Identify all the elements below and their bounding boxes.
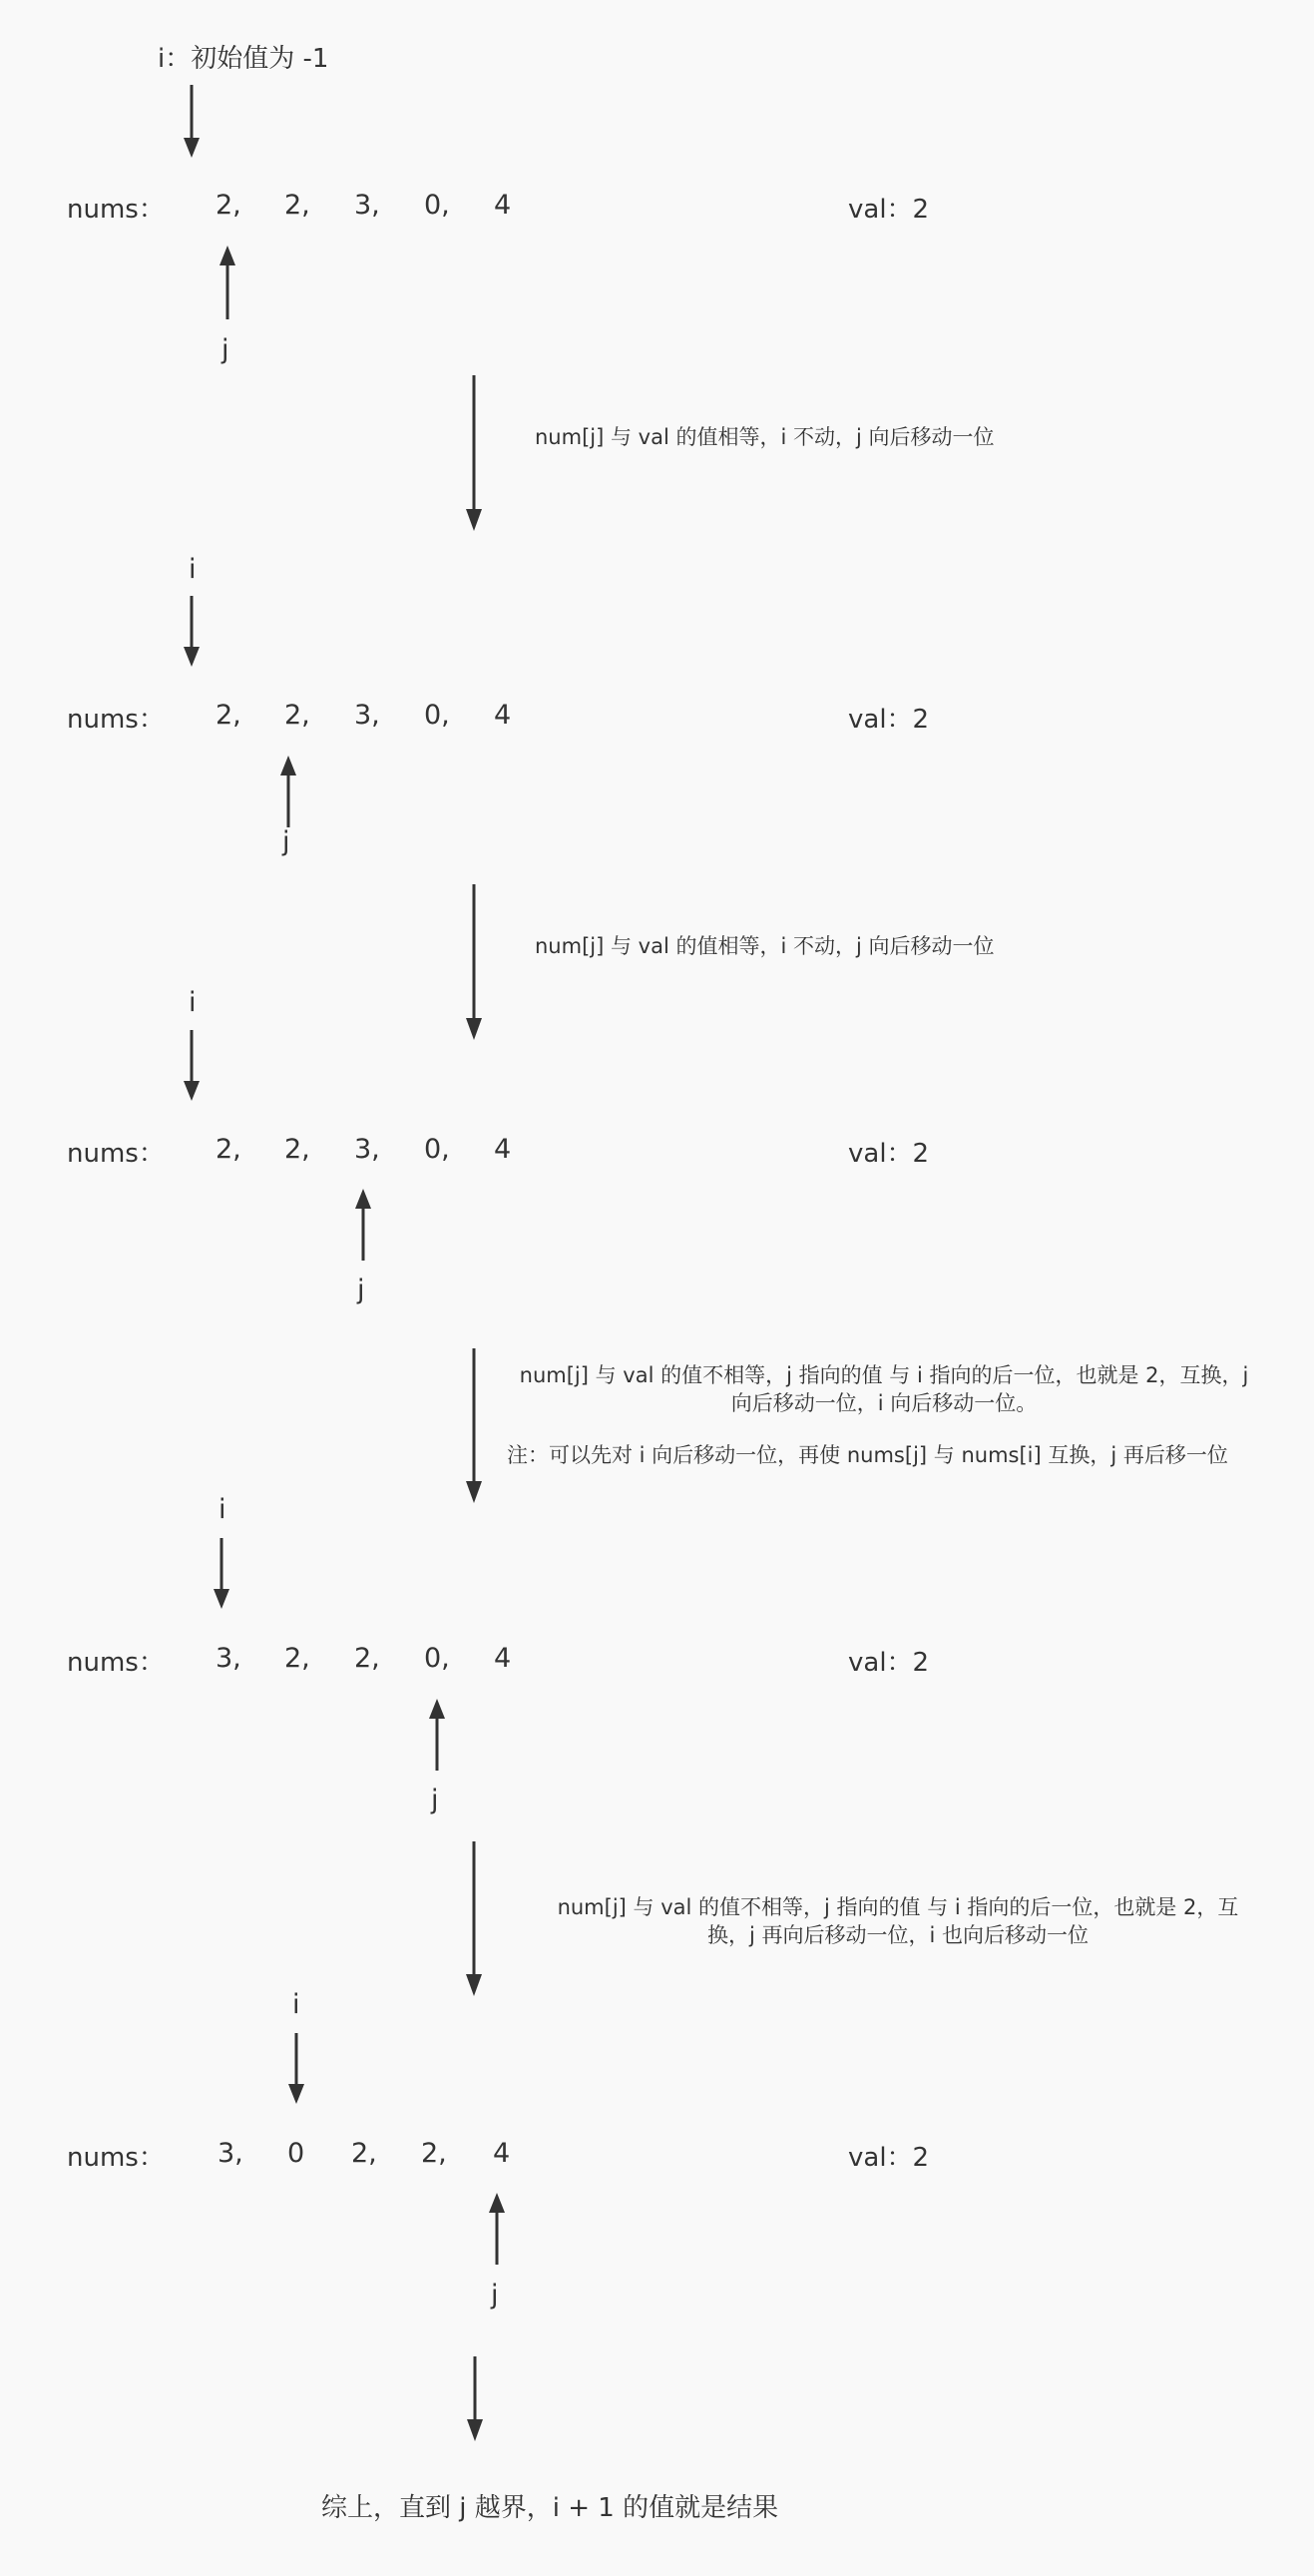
i-pointer-label: i	[292, 1989, 300, 2020]
array-value: 3,	[218, 2138, 243, 2169]
array-value: 4	[494, 1643, 512, 1674]
array-value: 2,	[284, 190, 310, 221]
array-value: 2,	[351, 2138, 377, 2169]
step-note-line: num[j] 与 val 的值不相等，j 指向的值 与 i 指向的后一位，也就是 2，互换，j	[519, 1363, 1249, 1387]
array-value: 3,	[354, 190, 380, 221]
nums-label: nums：	[67, 1139, 165, 1169]
array-value: 2,	[216, 1134, 241, 1165]
i-pointer-arrow-2-head	[184, 647, 200, 667]
step-arrow-1-head	[466, 509, 482, 531]
step-note: num[j] 与 val 的值相等，i 不动，j 向后移动一位	[535, 934, 995, 958]
array-value: 0,	[424, 700, 450, 731]
j-pointer-label: j	[282, 826, 290, 857]
array-value: 3,	[354, 1134, 380, 1165]
array-value: 3,	[354, 700, 380, 731]
array-value: 4	[494, 190, 512, 221]
array-value: 2,	[421, 2138, 447, 2169]
array-value: 2,	[284, 1134, 310, 1165]
array-value: 3,	[216, 1643, 241, 1674]
step-note-line: 换，j 再向后移动一位，i 也向后移动一位	[706, 1923, 1090, 1947]
nums-label: nums：	[67, 195, 165, 225]
val-label: val：2	[848, 195, 930, 225]
j-pointer-arrow-2-head	[280, 756, 296, 775]
array-value: 4	[493, 2138, 511, 2169]
j-pointer-label: j	[357, 1275, 365, 1305]
array-value: 0,	[424, 1643, 450, 1674]
i-pointer-label: i	[189, 987, 197, 1018]
step-note-block	[529, 1893, 1267, 1949]
step-arrow-3-head	[466, 1481, 482, 1503]
array-value: 0,	[424, 190, 450, 221]
array-value: 0	[287, 2138, 305, 2169]
step-note: num[j] 与 val 的值相等，i 不动，j 向后移动一位	[535, 425, 995, 449]
i-pointer-arrow-4-head	[214, 1589, 229, 1609]
array-value: 2,	[354, 1643, 380, 1674]
array-value: 0,	[424, 1134, 450, 1165]
array-value: 2,	[284, 700, 310, 731]
array-value: 4	[494, 700, 512, 731]
nums-label: nums：	[67, 1648, 165, 1678]
nums-label: nums：	[67, 705, 165, 735]
j-pointer-label: j	[491, 2280, 499, 2311]
nums-label: nums：	[67, 2143, 165, 2173]
j-pointer-arrow-3-head	[355, 1189, 371, 1209]
j-pointer-label: j	[221, 334, 229, 365]
j-pointer-arrow-1-head	[219, 246, 235, 265]
step-arrow-5-head	[467, 2419, 483, 2441]
step-note-block	[495, 1361, 1273, 1417]
step-arrow-4-head	[466, 1974, 482, 1996]
conclusion-text: 综上，直到 j 越界，i + 1 的值就是结果	[321, 2493, 779, 2523]
val-label: val：2	[848, 1139, 930, 1169]
step-extra-note: 注：可以先对 i 向后移动一位，再使 nums[j] 与 nums[i] 互换，j 再后移一位	[507, 1443, 1228, 1467]
step-note-line: 向后移动一位，i 向后移动一位。	[730, 1391, 1038, 1415]
step-note-line: num[j] 与 val 的值不相等，j 指向的值 与 i 指向的后一位，也就是 2，互	[557, 1895, 1239, 1919]
i-pointer-arrow-1-head	[184, 138, 200, 158]
j-pointer-arrow-4-head	[429, 1699, 445, 1719]
array-value: 2,	[284, 1643, 310, 1674]
i-pointer-label: i	[219, 1494, 226, 1525]
i-pointer-label: i	[189, 554, 197, 585]
step-arrow-2-head	[466, 1018, 482, 1040]
val-label: val：2	[848, 1648, 930, 1678]
array-value: 4	[494, 1134, 512, 1165]
val-label: val：2	[848, 2143, 930, 2173]
i-pointer-arrow-3-head	[184, 1081, 200, 1101]
array-value: 2,	[216, 190, 241, 221]
array-value: 2,	[216, 700, 241, 731]
j-pointer-label: j	[431, 1785, 439, 1815]
init-label: i：初始值为 -1	[158, 44, 329, 74]
i-pointer-arrow-5-head	[288, 2084, 304, 2104]
j-pointer-arrow-5-head	[489, 2193, 505, 2213]
val-label: val：2	[848, 705, 930, 735]
